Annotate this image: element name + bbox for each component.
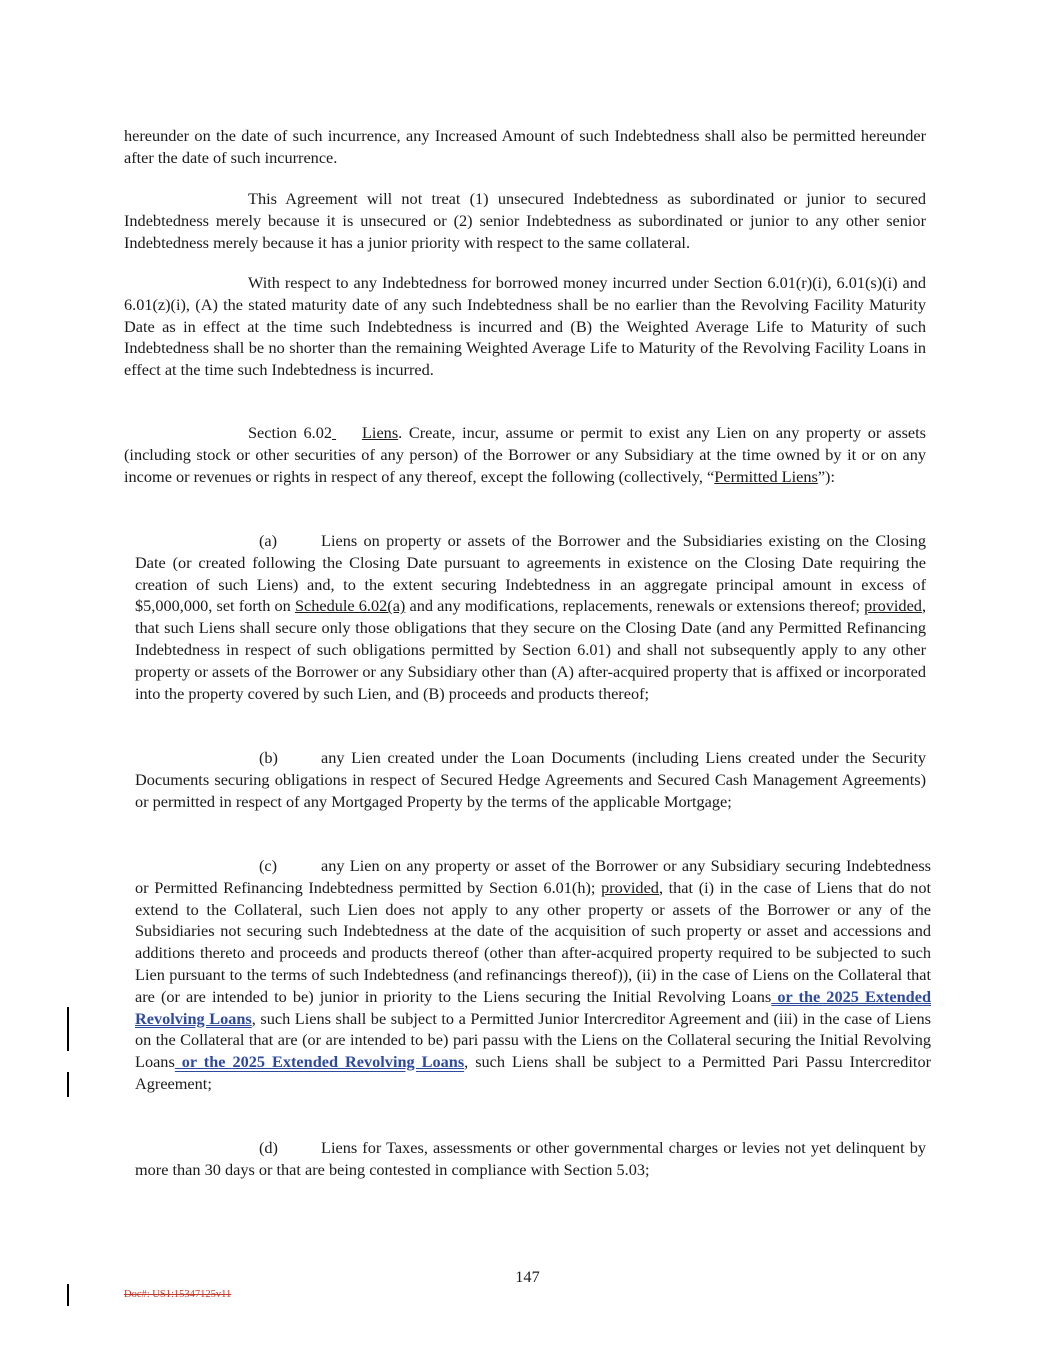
inserted-text-2025-extended-loans: or the 2025 Extended Revolving Loans — [135, 986, 931, 1028]
document-id: Doc#: US1:15347125v11 — [124, 1289, 232, 1300]
clause-text: , such Liens shall be subject to a Permitted Junior Intercreditor Agreement and (iii) in the case of Liens on the Collateral that are (or are intended to be) pari passu with the Liens on the Collateral securing the Initial Revolving Loans — [135, 1008, 931, 1072]
continuation-paragraph — [124, 125, 926, 169]
tab-underline — [332, 422, 362, 444]
revision-bar — [67, 1072, 69, 1097]
section-number: Section 6.02 — [248, 423, 332, 442]
clause-text: and any modifications, replacements, renewals or extensions thereof; — [405, 596, 865, 616]
clause-text: , that such Liens shall secure only those obligations that they secure on the Closing Date (and any Permitted Refinancing Indebtedness in respect of such obligations permitted by Section 6.01) and shall not subsequently apply to any other property or assets of the Borrower or any Subsidiary other than (A) after-acquired property that is affixed or incorporated into the property covered by such Lien, and (B) proceeds and products thereof; — [135, 596, 927, 703]
clause-text: Liens for Taxes, assessments or other governmental charges or levies not yet delinquent by more than 30 days or that are being contested in compliance with Section 5.03; — [135, 1138, 926, 1179]
provided-term: provided — [601, 877, 659, 897]
clause-c — [135, 855, 931, 1095]
clause-text: , that (i) in the case of Liens that do not extend to the Collateral, such Lien does not apply to any other property or assets of the Borrower or any of the Subsidiaries not securing such Indebtedness at the date of the acquisition of such property or asset and accessions and additions thereto and proceeds and products thereof (other than after-acquired property required to be subjected to such Lien pursuant to the terms of such Indebtedness (and refinancings thereof)), (ii) in the case of Liens on the Collateral that are (or are intended to be) junior in priority to the Liens securing the Initial Revolving Loans — [135, 877, 931, 1006]
clause-label: (b) — [259, 748, 278, 767]
paragraph-text: hereunder on the date of such incurrence, any Increased Amount of such Indebtedness shall also be permitted hereunder after the date of such incurrence. — [124, 126, 926, 167]
clause-text: Liens on property or assets of the Borrower and the Subsidiaries existing on the Closing Date (or created following the Closing Date pursuant to agreements in existence on the Closing Date requiring the creation of such Liens) and, to the extent securing Indebtedness in an aggregate principal amount in excess of $5,000,000, set forth on — [135, 531, 926, 616]
inserted-text-2025-extended-loans: or the 2025 Extended Revolving Loans — [174, 1052, 465, 1072]
paragraph-text: With respect to any Indebtedness for borrowed money incurred under Section 6.01(r)(i), 6.01(s)(i) and 6.01(z)(i), (A) the stated maturity date of any such Indebtedness shall be no earlier than the Revolving Facility Maturity Date as in effect at the time such Indebtedness is incurred and (B) the Weighted Average Life to Maturity of such Indebtedness shall be no shorter than the remaining Weighted Average Life to Maturity of the Revolving Facility Loans in effect at the time such Indebtedness is incurred. — [124, 273, 926, 380]
section-6-02-paragraph — [124, 422, 926, 487]
page-number: 147 — [515, 1267, 540, 1286]
clause-text: any Lien on any property or asset of the Borrower or any Subsidiary securing Indebtedness or Permitted Refinancing Indebtedness permitted by Section 6.01(h); — [135, 856, 931, 897]
clause-text: , such Liens shall be subject to a Permitted Pari Passu Intercreditor Agreement; — [135, 1052, 932, 1093]
defined-term-permitted-liens: Permitted Liens — [714, 466, 818, 486]
clause-d — [135, 1137, 926, 1181]
provided-term: provided — [864, 596, 922, 616]
clause-label: (c) — [259, 856, 278, 875]
section-title: Liens — [361, 423, 399, 442]
revision-bar — [67, 1284, 69, 1306]
clause-b — [135, 747, 926, 812]
revision-bar — [67, 1007, 69, 1051]
section-text-after: ”): — [817, 466, 835, 486]
clause-a — [135, 530, 926, 704]
section-text-before: . Create, incur, assume or permit to exist any Lien on any property or assets (including stock or other securities of any person) of the Borrower or any Subsidiary at the time owned by it or on any income or revenues or rights in respect of any thereof, except the following (collectively, “ — [124, 423, 926, 486]
maturity-paragraph — [124, 272, 926, 381]
clause-label: (a) — [259, 531, 278, 550]
paragraph-text: This Agreement will not treat (1) unsecured Indebtedness as subordinated or junior to secured Indebtedness merely because it is unsecured or (2) senior Indebtedness as subordinated or junior to any other senior Indebtedness merely because it has a junior priority with respect to the same collateral. — [124, 189, 926, 252]
clause-text: any Lien created under the Loan Documents (including Liens created under the Security Documents securing obligations in respect of Secured Hedge Agreements and Secured Cash Management Agreements) or permitted in respect of any Mortgaged Property by the terms of the applicable Mortgage; — [135, 748, 926, 811]
schedule-reference: Schedule 6.02(a) — [294, 596, 406, 616]
clause-label: (d) — [259, 1138, 278, 1157]
unsecured-indebtedness-paragraph — [124, 188, 926, 253]
